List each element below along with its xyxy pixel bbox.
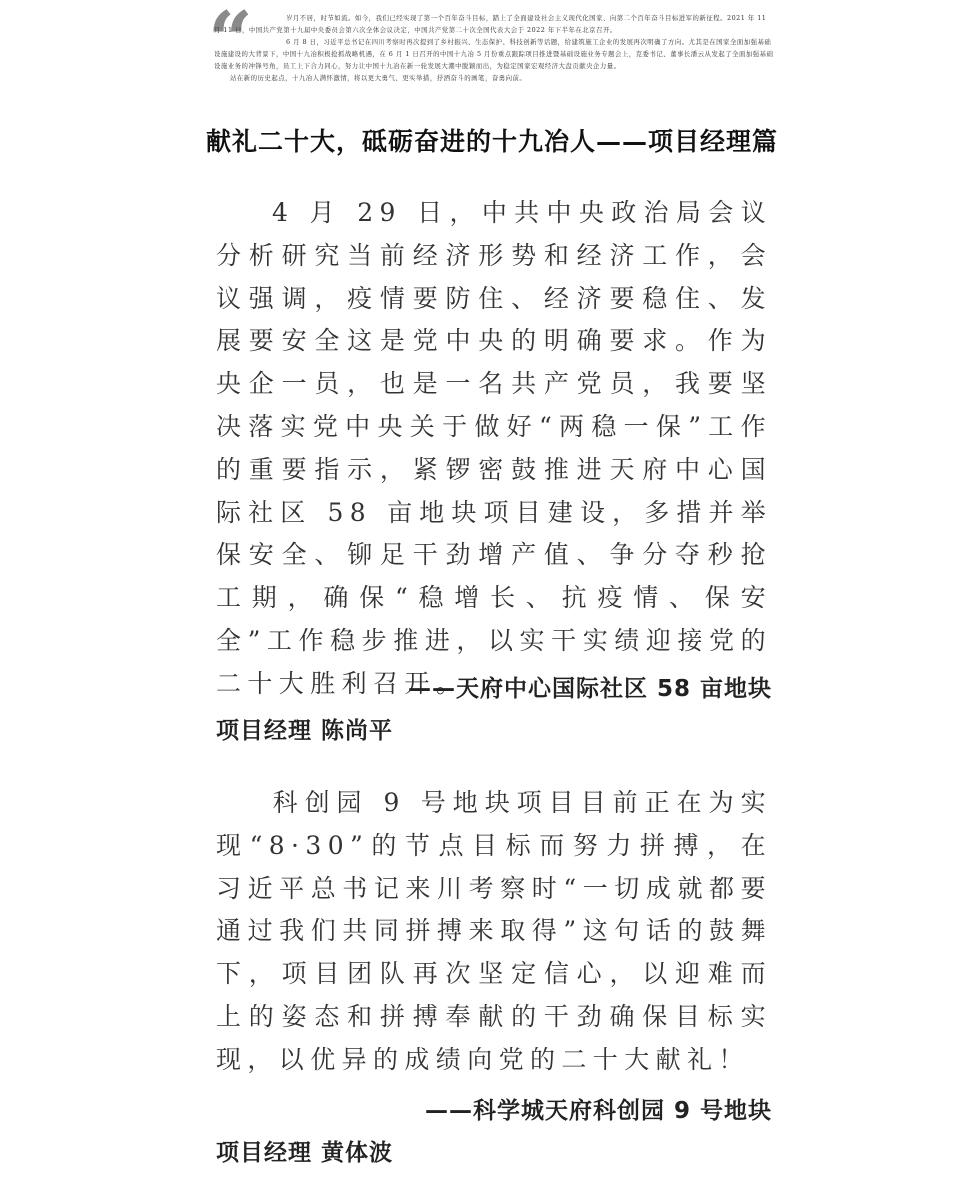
article-text: 科创园 9 号地块项目目前正在为实现“8·30”的节点目标而努力拼搏，在习近平总书记来川考察时“一切成就都要通过我们共同拼搏来取得”这句话的鼓舞下，项目团队再次坚定信心，以迎难而上的姿态和拼搏奉献的干劲确保目标实现，以优异的成绩向党的二十大献礼！	[216, 788, 772, 1074]
quote-mark-icon: “	[208, 0, 247, 86]
article-body	[216, 192, 772, 706]
headline: 献礼二十大，砥砺奋进的十九冶人——项目经理篇	[206, 127, 779, 156]
article-signature	[216, 668, 772, 752]
article-body	[216, 782, 772, 1082]
intro-paragraph: 站在新的历史起点，十九冶人满怀激情，将以更大勇气、更实举措，抒洒奋斗的画笔，奋勇向前。	[230, 74, 527, 82]
signature-manager: 项目经理 黄体波	[216, 1140, 394, 1166]
signature-project: ——科学城天府科创园 9 号地块	[424, 1098, 772, 1124]
article-signature	[216, 1090, 772, 1174]
article-text: 4 月 29 日，中共中央政治局会议分析研究当前经济形势和经济工作，会议强调，疫情要防住、经济要稳住、发展要安全这是党中央的明确要求。作为央企一员，也是一名共产党员，我要坚决落实党中央关于做好“两稳一保”工作的重要指示，紧锣密鼓推进天府中心国际社区 58 亩地块项目建设，多措并举保安全、铆足干劲增产值、争分夺秒抢工期，确保“稳增长、抗疫情、保安全”工作稳步推进，以实干实绩迎接党的二十大胜利召开。	[216, 198, 772, 698]
signature-manager: 项目经理 陈尚平	[216, 718, 394, 744]
signature-project: ——天府中心国际社区 58 亩地块	[407, 676, 772, 702]
intro-block	[214, 12, 774, 84]
intro-paragraph: 6 月 8 日，习近平总书记在四川考察时再次提到了乡村振兴、生态保护、科技创新等话题，给建筑施工企业的发展再次明确了方向。尤其是在国家全面加强基础设施建设的大背景下，中国十九冶积极抢抓战略机遇，在 6 月 1 日召开的中国十九冶 5 月份重点跟踪项目推进暨基础设施业务专题会上，克委书记、董事长潘云从发起了全面加强基础设施业务的冲锋号角，员工上下合力同心，努力让中国十九冶在新一轮发展大潮中脱颖而出，为稳定国家宏观经济大盘贡献央企力量。	[214, 38, 774, 70]
intro-paragraph: 岁月不居，时节如流。如今，我们已经实现了第一个百年奋斗目标，踏上了全面建设社会主义现代化国家、向第二个百年奋斗目标进军的新征程。2021 年 11 月 11 日，中国共产党第十九届中央委员会第六次全体会议决定，中国共产党第二十次全国代表大会于 2022 年下半年在北京召开。	[214, 14, 767, 34]
